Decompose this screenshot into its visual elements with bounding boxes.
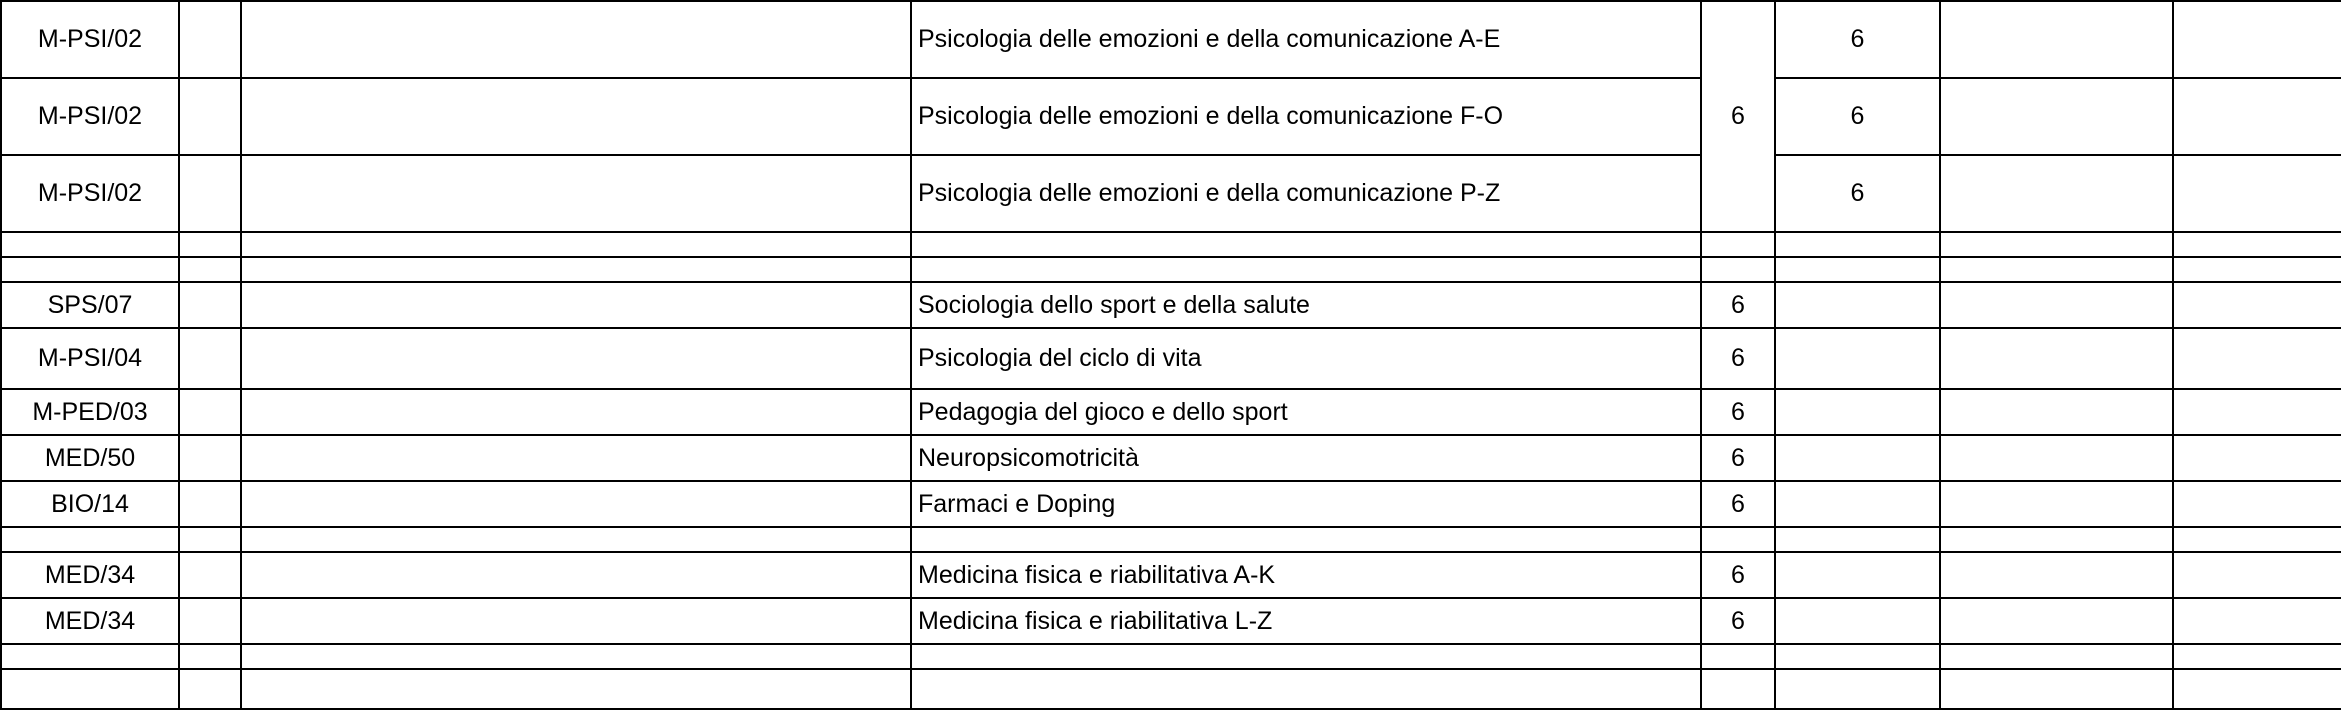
- ssd-code-cell: [1, 527, 179, 552]
- empty-cell: [241, 598, 911, 644]
- ssd-code-cell: MED/50: [1, 435, 179, 481]
- table-row: [1, 328, 2341, 389]
- ssd-code-cell: [1, 232, 179, 257]
- empty-cell: [179, 669, 241, 709]
- table-row: [1, 155, 2341, 232]
- empty-cell: [2173, 328, 2341, 389]
- cfu-cell: 6: [1701, 435, 1775, 481]
- table-row: [1, 282, 2341, 328]
- cfu-cell: [1701, 644, 1775, 669]
- ssd-code-cell: M-PSI/02: [1, 155, 179, 232]
- cfu-cell: 6: [1701, 481, 1775, 527]
- course-name-cell: Medicina fisica e riabilitativa A-K: [911, 552, 1701, 598]
- empty-cell: [179, 389, 241, 435]
- empty-cell: [179, 552, 241, 598]
- ssd-code-cell: [1, 644, 179, 669]
- empty-cell: [179, 78, 241, 155]
- value-cell: [1775, 257, 1940, 282]
- value-cell: [1775, 282, 1940, 328]
- empty-cell: [241, 282, 911, 328]
- empty-cell: [1940, 644, 2173, 669]
- cfu-cell: 6: [1701, 552, 1775, 598]
- course-name-cell: Psicologia delle emozioni e della comunicazione A-E: [911, 1, 1701, 78]
- empty-cell: [2173, 389, 2341, 435]
- cfu-cell: 6: [1701, 389, 1775, 435]
- ssd-code-cell: MED/34: [1, 552, 179, 598]
- empty-cell: [179, 282, 241, 328]
- empty-cell: [179, 232, 241, 257]
- table-row: [1, 232, 2341, 257]
- empty-cell: [1940, 527, 2173, 552]
- ssd-code-cell: BIO/14: [1, 481, 179, 527]
- course-name-cell: [911, 232, 1701, 257]
- ssd-code-cell: MED/34: [1, 598, 179, 644]
- course-name-cell: Psicologia del ciclo di vita: [911, 328, 1701, 389]
- value-cell: [1775, 328, 1940, 389]
- empty-cell: [179, 598, 241, 644]
- cfu-cell: 6: [1701, 282, 1775, 328]
- ssd-code-cell: M-PSI/02: [1, 1, 179, 78]
- cfu-cell: [1701, 527, 1775, 552]
- empty-cell: [1940, 552, 2173, 598]
- value-cell: [1775, 389, 1940, 435]
- table-row: [1, 669, 2341, 709]
- cfu-cell: [1701, 232, 1775, 257]
- empty-cell: [1940, 669, 2173, 709]
- empty-cell: [1940, 481, 2173, 527]
- value-cell: [1775, 527, 1940, 552]
- empty-cell: [1940, 232, 2173, 257]
- empty-cell: [179, 481, 241, 527]
- value-cell: 6: [1775, 1, 1940, 78]
- empty-cell: [2173, 282, 2341, 328]
- empty-cell: [2173, 669, 2341, 709]
- table-row: [1, 435, 2341, 481]
- table-row: [1, 1, 2341, 78]
- cfu-cell: 6: [1701, 1, 1775, 232]
- table-row: [1, 389, 2341, 435]
- course-name-cell: Psicologia delle emozioni e della comunicazione F-O: [911, 78, 1701, 155]
- empty-cell: [2173, 481, 2341, 527]
- empty-cell: [241, 669, 911, 709]
- value-cell: [1775, 481, 1940, 527]
- empty-cell: [1940, 282, 2173, 328]
- course-name-cell: [911, 257, 1701, 282]
- course-name-cell: [911, 669, 1701, 709]
- empty-cell: [1940, 328, 2173, 389]
- empty-cell: [1940, 155, 2173, 232]
- value-cell: 6: [1775, 78, 1940, 155]
- empty-cell: [2173, 1, 2341, 78]
- empty-cell: [1940, 598, 2173, 644]
- empty-cell: [241, 155, 911, 232]
- value-cell: [1775, 598, 1940, 644]
- empty-cell: [179, 527, 241, 552]
- empty-cell: [2173, 552, 2341, 598]
- empty-cell: [179, 1, 241, 78]
- empty-cell: [2173, 527, 2341, 552]
- value-cell: 6: [1775, 155, 1940, 232]
- table-row: [1, 552, 2341, 598]
- ssd-code-cell: M-PSI/02: [1, 78, 179, 155]
- empty-cell: [179, 257, 241, 282]
- empty-cell: [241, 481, 911, 527]
- cfu-cell: 6: [1701, 328, 1775, 389]
- course-name-cell: Medicina fisica e riabilitativa L-Z: [911, 598, 1701, 644]
- table-row: [1, 644, 2341, 669]
- value-cell: [1775, 669, 1940, 709]
- value-cell: [1775, 552, 1940, 598]
- empty-cell: [1940, 78, 2173, 155]
- empty-cell: [241, 435, 911, 481]
- empty-cell: [1940, 1, 2173, 78]
- table-row: [1, 481, 2341, 527]
- empty-cell: [241, 328, 911, 389]
- empty-cell: [2173, 598, 2341, 644]
- value-cell: [1775, 232, 1940, 257]
- ssd-code-cell: SPS/07: [1, 282, 179, 328]
- cfu-cell: 6: [1701, 598, 1775, 644]
- empty-cell: [179, 644, 241, 669]
- table-row: [1, 257, 2341, 282]
- empty-cell: [1940, 435, 2173, 481]
- course-name-cell: Farmaci e Doping: [911, 481, 1701, 527]
- empty-cell: [2173, 435, 2341, 481]
- table-row: [1, 78, 2341, 155]
- empty-cell: [179, 435, 241, 481]
- empty-cell: [2173, 644, 2341, 669]
- course-name-cell: Sociologia dello sport e della salute: [911, 282, 1701, 328]
- course-name-cell: Psicologia delle emozioni e della comunicazione P-Z: [911, 155, 1701, 232]
- empty-cell: [241, 552, 911, 598]
- course-name-cell: [911, 644, 1701, 669]
- empty-cell: [1940, 257, 2173, 282]
- empty-cell: [241, 1, 911, 78]
- empty-cell: [241, 527, 911, 552]
- empty-cell: [241, 78, 911, 155]
- ssd-code-cell: [1, 257, 179, 282]
- empty-cell: [2173, 257, 2341, 282]
- course-name-cell: [911, 527, 1701, 552]
- empty-cell: [241, 644, 911, 669]
- empty-cell: [241, 389, 911, 435]
- table-row: [1, 527, 2341, 552]
- ssd-code-cell: [1, 669, 179, 709]
- empty-cell: [241, 257, 911, 282]
- empty-cell: [2173, 232, 2341, 257]
- empty-cell: [179, 328, 241, 389]
- table-row: [1, 598, 2341, 644]
- cfu-cell: [1701, 669, 1775, 709]
- ssd-code-cell: M-PED/03: [1, 389, 179, 435]
- course-name-cell: Neuropsicomotricità: [911, 435, 1701, 481]
- empty-cell: [241, 232, 911, 257]
- ssd-code-cell: M-PSI/04: [1, 328, 179, 389]
- course-name-cell: Pedagogia del gioco e dello sport: [911, 389, 1701, 435]
- empty-cell: [2173, 78, 2341, 155]
- empty-cell: [1940, 389, 2173, 435]
- cfu-cell: [1701, 257, 1775, 282]
- value-cell: [1775, 644, 1940, 669]
- empty-cell: [2173, 155, 2341, 232]
- empty-cell: [179, 155, 241, 232]
- value-cell: [1775, 435, 1940, 481]
